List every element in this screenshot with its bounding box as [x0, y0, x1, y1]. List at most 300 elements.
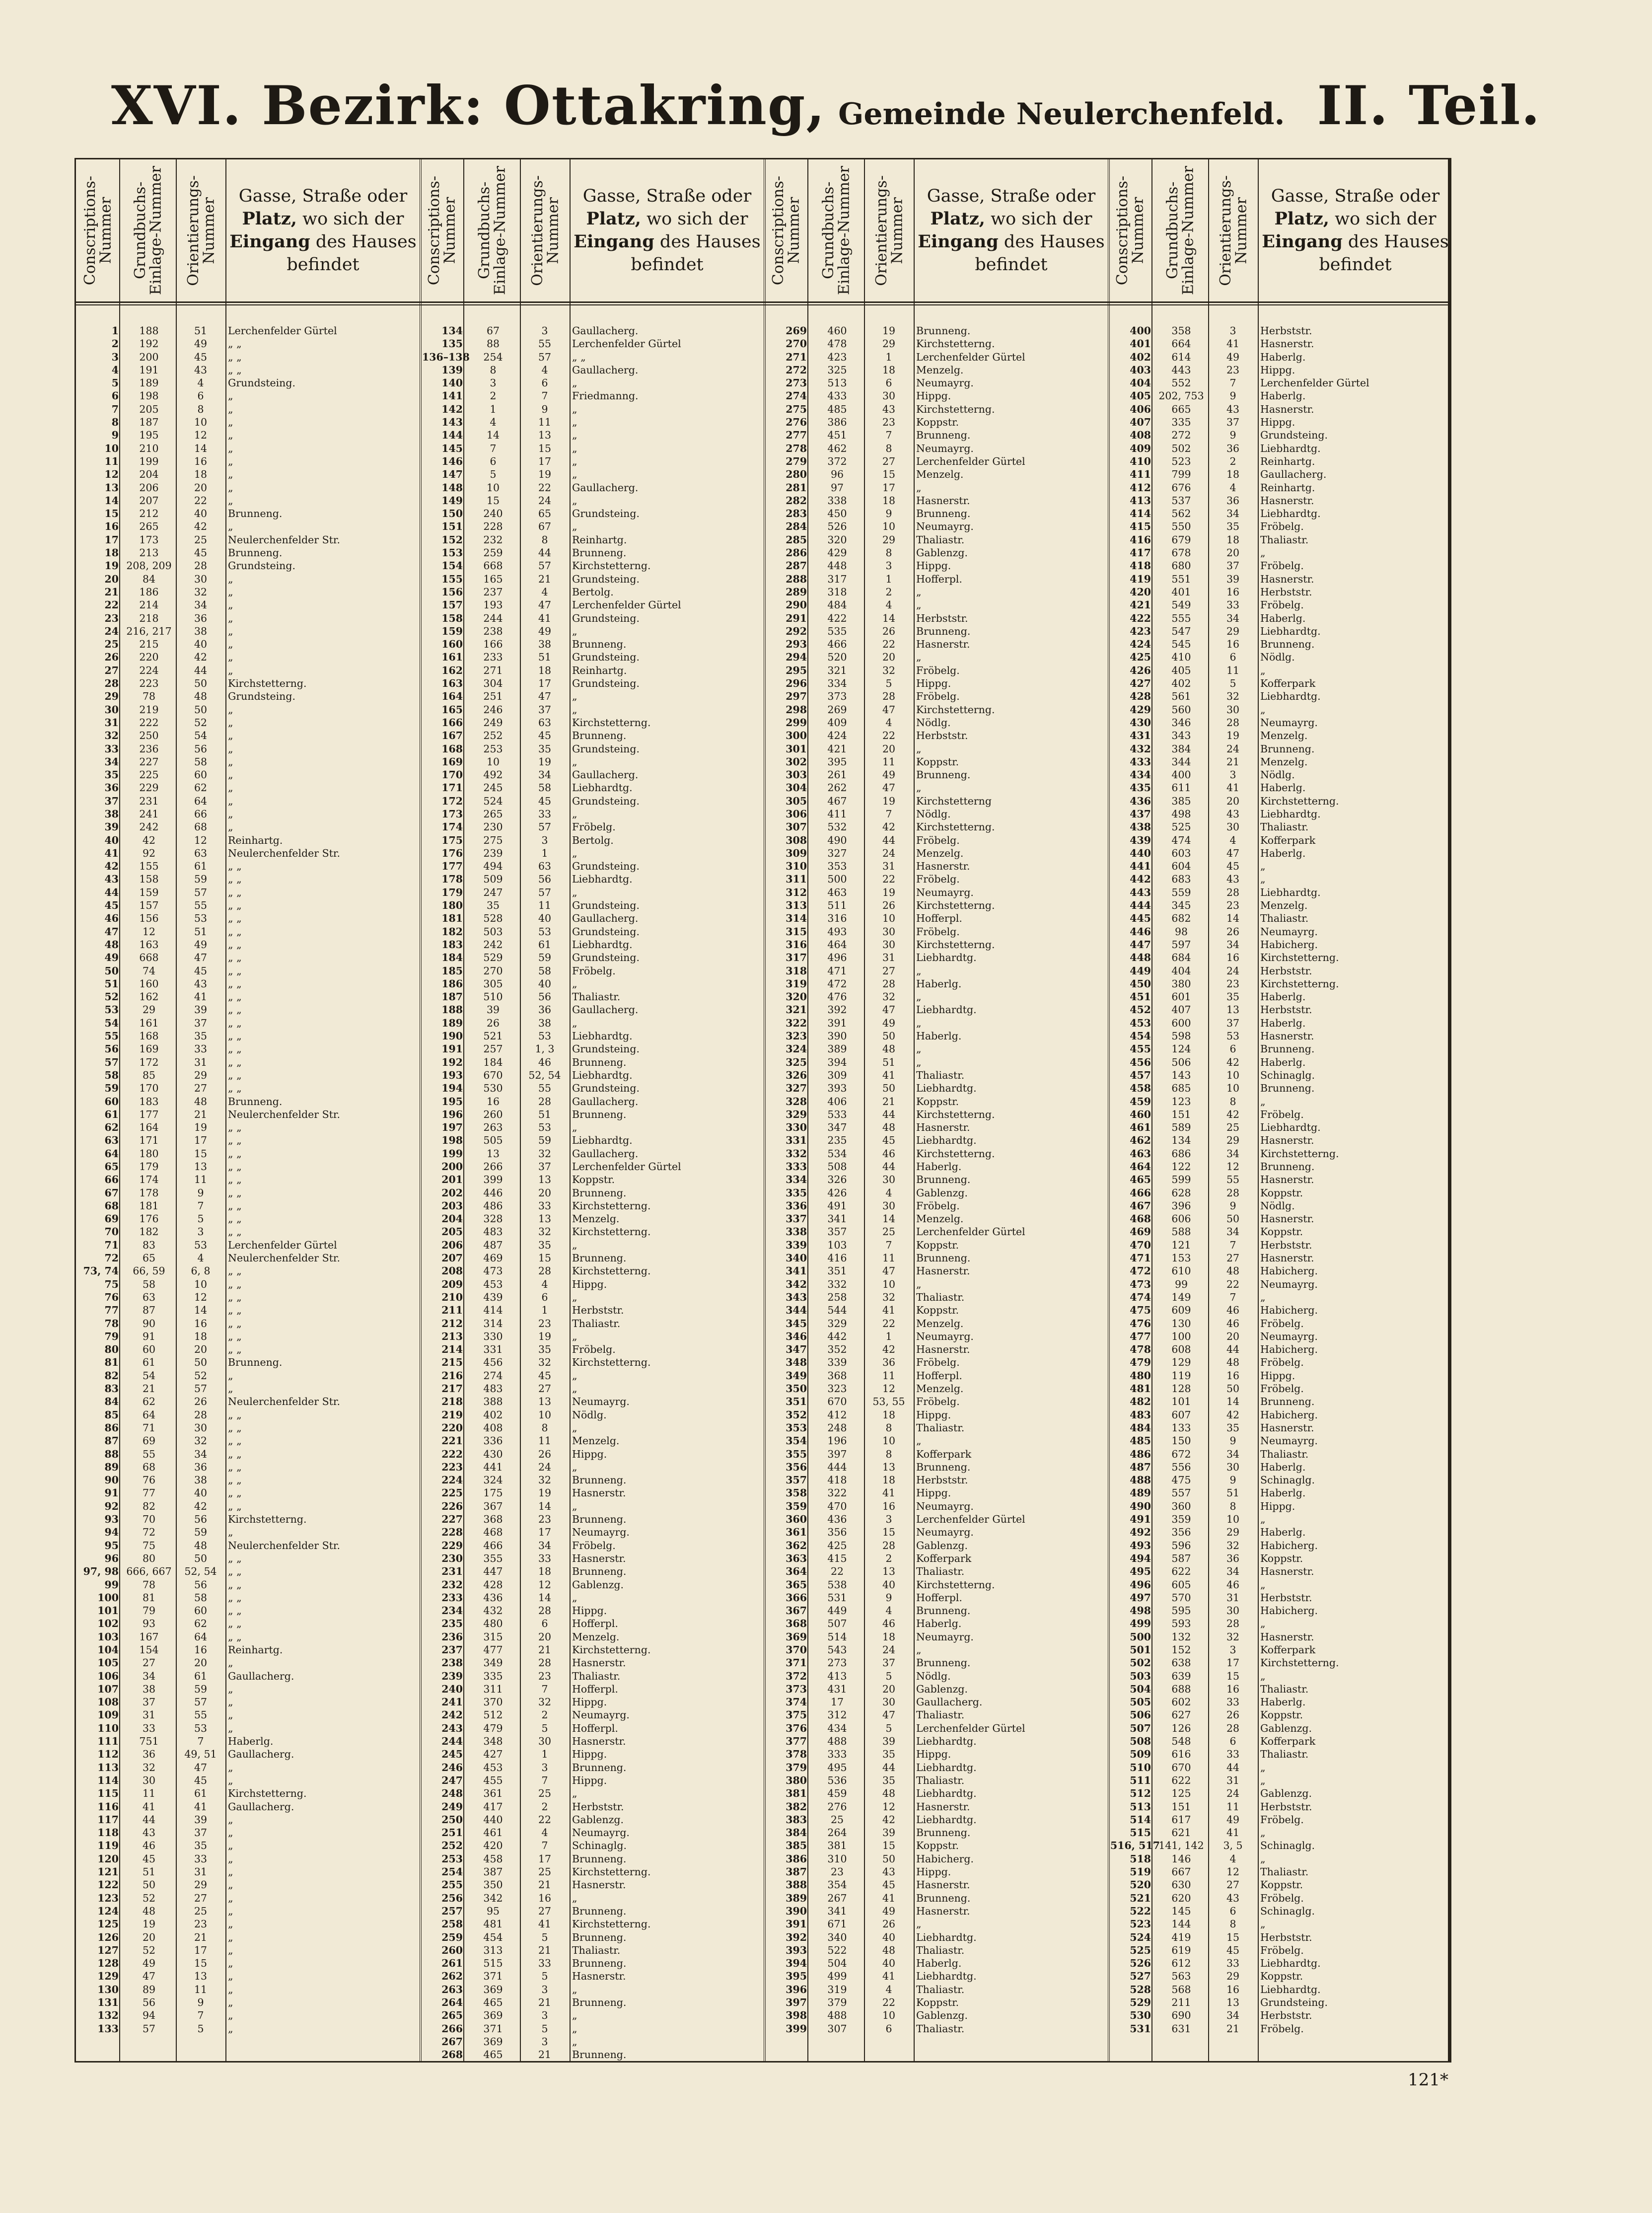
grundbuch-number: 534: [827, 1147, 847, 1160]
street-name: Brunneng.: [572, 1852, 627, 1865]
orientation-number: 43: [1226, 403, 1240, 415]
conscription-number: 359: [786, 1500, 807, 1512]
table-row: [422, 1212, 762, 1225]
conscription-number: 397: [786, 1996, 807, 2008]
conscription-number: 129: [97, 1970, 119, 1983]
table-row: [78, 1670, 418, 1683]
table-row: [1110, 1905, 1450, 1918]
conscription-number: 199: [441, 1147, 463, 1160]
street-name: Thaliastr.: [916, 2022, 965, 2035]
conscription-number: 379: [786, 1761, 807, 1773]
conscription-number: 93: [104, 1513, 119, 1526]
orientation-number: 1: [541, 1748, 548, 1761]
street-name: Neulerchenfelder Str.: [228, 1396, 340, 1408]
grundbuch-number: 169: [139, 1043, 159, 1055]
table-row: [422, 1617, 762, 1630]
grundbuch-number: 614: [1171, 351, 1191, 363]
conscription-number: 149: [441, 494, 463, 507]
street-name: „: [228, 468, 233, 481]
conscription-number: 491: [1130, 1513, 1151, 1526]
conscription-number: 481: [1130, 1383, 1151, 1395]
street-name: Lerchenfelder Gürtel: [916, 1513, 1025, 1526]
orientation-number: 28: [1226, 1618, 1240, 1630]
conscription-number: 417: [1130, 547, 1151, 559]
orientation-number: 11: [882, 755, 896, 768]
grundbuch-number: 570: [1171, 1591, 1191, 1604]
orientation-number: 49, 51: [184, 1748, 217, 1761]
conscription-number: 31: [104, 716, 119, 729]
table-row: [78, 964, 418, 977]
grundbuch-number: 78: [142, 1578, 156, 1591]
street-name: Brunneng.: [572, 1513, 627, 1526]
table-row: [422, 1656, 762, 1669]
orientation-number: 3: [197, 1226, 204, 1238]
street-name: „ „: [228, 1199, 242, 1212]
orientation-number: 5: [1229, 677, 1236, 690]
table-row: [766, 677, 1106, 690]
conscription-number: 333: [786, 1161, 807, 1173]
table-row: [1110, 1212, 1450, 1225]
conscription-number: 408: [1130, 429, 1151, 442]
orientation-number: 3: [541, 325, 548, 337]
orientation-number: 41: [1226, 782, 1240, 794]
conscription-number: 165: [441, 703, 463, 716]
grundbuch-number: 606: [1171, 1213, 1191, 1225]
street-name: Schinaglg.: [1260, 1069, 1315, 1081]
street-name: Neulerchenfelder Str.: [228, 1539, 340, 1551]
table-row: [422, 1643, 762, 1656]
conscription-number: 238: [441, 1657, 463, 1669]
table-row: [1110, 573, 1450, 586]
table-row: [766, 1395, 1106, 1408]
table-row: [422, 376, 762, 389]
table-row: [78, 1552, 418, 1565]
grundbuch-number: 321: [827, 664, 847, 676]
street-name: Hippg.: [572, 1278, 607, 1290]
grundbuch-number: 181: [139, 1199, 159, 1212]
conscription-number: 53: [104, 1004, 119, 1016]
conscription-number: 261: [441, 1957, 463, 1970]
table-row: [78, 1643, 418, 1656]
street-name: „: [916, 651, 922, 664]
orientation-number: 40: [538, 977, 552, 990]
orientation-number: 19: [538, 1330, 552, 1342]
conscription-number: 345: [786, 1317, 807, 1329]
table-row: [1110, 1108, 1450, 1121]
table-row: [766, 1264, 1106, 1277]
conscription-number: 115: [97, 1787, 119, 1800]
grundbuch-number: 600: [1171, 1017, 1191, 1029]
orientation-number: 52: [194, 1369, 208, 1382]
grundbuch-number: 425: [827, 1539, 847, 1551]
street-name: „ „: [228, 1618, 242, 1630]
street-name: Gaullacherg.: [228, 1748, 294, 1761]
conscription-number: 288: [786, 573, 807, 585]
table-row: [78, 808, 418, 820]
orientation-number: 17: [538, 455, 552, 467]
table-row: [78, 1017, 418, 1030]
street-name: „ „: [228, 1421, 242, 1434]
conscription-number: 180: [441, 899, 463, 912]
table-row: [78, 1513, 418, 1526]
grundbuch-number: 132: [1171, 1630, 1191, 1643]
grundbuch-number: 471: [827, 964, 847, 977]
orientation-number: 28: [882, 690, 896, 703]
grundbuch-number: 595: [1171, 1605, 1191, 1617]
table-row: [1110, 925, 1450, 938]
grundbuch-number: 42: [142, 834, 156, 846]
street-name: „: [1260, 1095, 1266, 1107]
conscription-number: 487: [1130, 1461, 1151, 1473]
street-name: „: [572, 1017, 577, 1029]
street-name: Brunneng.: [916, 1892, 971, 1904]
conscription-number: 391: [786, 1918, 807, 1930]
grundbuch-number: 479: [483, 1722, 503, 1734]
grundbuch-number: 156: [139, 912, 159, 925]
conscription-number: 262: [441, 1970, 463, 1983]
conscription-number: 529: [1130, 1996, 1151, 2008]
table-row: [422, 1996, 762, 2009]
street-name: „: [572, 468, 577, 481]
table-row: [1110, 1656, 1450, 1669]
orientation-number: 36: [1226, 1552, 1240, 1564]
conscription-number: 44: [104, 886, 119, 898]
table-row: [78, 638, 418, 651]
table-row: [1110, 951, 1450, 964]
street-name: „: [228, 638, 233, 651]
title-municipality: Gemeinde Neulerchenfeld.: [838, 97, 1285, 132]
street-name: Hofferpl.: [572, 1722, 618, 1734]
orientation-number: 47: [538, 599, 552, 611]
conscription-number: 282: [786, 494, 807, 507]
street-name: „ „: [228, 1161, 242, 1173]
conscription-number: 193: [441, 1069, 463, 1081]
orientation-number: 44: [882, 1108, 896, 1120]
grundbuch-number: 676: [1171, 481, 1191, 494]
street-name: Grundsteing.: [1260, 1996, 1328, 2008]
grundbuch-number: 333: [827, 1748, 847, 1761]
orientation-number: 55: [194, 899, 208, 912]
conscription-number: 66: [104, 1174, 119, 1186]
conscription-number: 267: [441, 2035, 463, 2048]
table-row: [1110, 612, 1450, 625]
orientation-number: 4: [1229, 1852, 1236, 1865]
grundbuch-number: 353: [827, 860, 847, 873]
table-row: [766, 389, 1106, 402]
street-name: „: [228, 1683, 233, 1695]
street-name: Liebhardtg.: [916, 1761, 977, 1773]
column-header: Conscriptions- Nummer: [425, 175, 458, 286]
street-name: Grundsteing.: [572, 651, 640, 664]
grundbuch-number: 449: [827, 1605, 847, 1617]
street-name: Kirchstetterng.: [1260, 1657, 1339, 1669]
street-name: Fröbelg.: [572, 1343, 616, 1356]
conscription-number: 208: [441, 1265, 463, 1277]
street-name: „: [228, 2009, 233, 2022]
conscription-number: 265: [441, 2009, 463, 2022]
grundbuch-number: 212: [139, 508, 159, 520]
conscription-number: 280: [786, 468, 807, 481]
grundbuch-number: 619: [1171, 1944, 1191, 1956]
conscription-number: 154: [441, 560, 463, 572]
table-row: [78, 403, 418, 416]
grundbuch-number: 304: [483, 677, 503, 690]
orientation-number: 3: [1229, 325, 1236, 337]
orientation-number: 48: [1226, 1265, 1240, 1277]
street-name: Haberlg.: [1260, 1487, 1306, 1499]
table-row: [766, 324, 1106, 337]
column-header: Grundbuchs- Einlage-Nummer: [819, 166, 853, 295]
street-name: „: [228, 1944, 233, 1956]
grundbuch-number: 487: [483, 1239, 503, 1251]
grundbuch-number: 456: [483, 1356, 503, 1369]
table-row: [766, 1918, 1106, 1930]
orientation-number: 46: [882, 1618, 896, 1630]
conscription-number: 104: [97, 1643, 119, 1656]
conscription-number: 119: [97, 1840, 119, 1852]
table-row: [422, 1003, 762, 1016]
orientation-number: 12: [1226, 1161, 1240, 1173]
orientation-number: 7: [541, 390, 548, 402]
street-name: „: [916, 1278, 922, 1290]
table-row: [422, 1056, 762, 1069]
street-name: „: [228, 651, 233, 664]
table-row: [1110, 1708, 1450, 1721]
conscription-number: 451: [1130, 991, 1151, 1003]
grundbuch-number: 342: [483, 1892, 503, 1904]
table-row: [78, 1591, 418, 1604]
conscription-number: 432: [1130, 742, 1151, 755]
orientation-number: 19: [194, 1121, 208, 1134]
table-row: [1110, 455, 1450, 468]
street-name: Thaliastr.: [572, 1317, 621, 1329]
street-name: Kirchstetterng.: [916, 1108, 995, 1120]
grundbuch-number: 469: [483, 1252, 503, 1264]
conscription-number: 85: [104, 1408, 119, 1421]
table-row: [422, 468, 762, 481]
grundbuch-number: 323: [827, 1383, 847, 1395]
grundbuch-number: 387: [483, 1866, 503, 1878]
orientation-number: 47: [882, 1709, 896, 1721]
grundbuch-number: 420: [483, 1840, 503, 1852]
orientation-number: 7: [541, 1840, 548, 1852]
conscription-number: 60: [104, 1095, 119, 1107]
table-row: [766, 1369, 1106, 1382]
orientation-number: 61: [194, 1787, 208, 1800]
table-row: [766, 1042, 1106, 1055]
orientation-number: 12: [882, 1383, 896, 1395]
table-row: [422, 1434, 762, 1447]
conscription-number: 302: [786, 755, 807, 768]
grundbuch-number: 616: [1171, 1748, 1191, 1761]
table-row: [1110, 1239, 1450, 1252]
conscription-number: 465: [1130, 1174, 1151, 1186]
grundbuch-number: 87: [142, 1304, 156, 1317]
conscription-number: 255: [441, 1879, 463, 1891]
street-name: „: [572, 1330, 577, 1342]
grundbuch-number: 171: [139, 1134, 159, 1147]
conscription-number: 478: [1130, 1343, 1151, 1356]
street-name: Hasnerstr.: [1260, 1630, 1314, 1643]
grundbuch-number: 668: [139, 952, 159, 964]
street-name: „: [228, 769, 233, 781]
conscription-number: 310: [786, 860, 807, 873]
table-row: [766, 1199, 1106, 1212]
street-name: „: [228, 612, 233, 624]
table-row: [422, 2022, 762, 2035]
grundbuch-number: 34: [142, 1670, 156, 1682]
orientation-number: 14: [538, 1591, 552, 1604]
orientation-number: 49: [194, 338, 208, 350]
conscription-number: 375: [786, 1709, 807, 1721]
street-name: „ „: [228, 1487, 242, 1499]
grundbuch-number: 227: [139, 755, 159, 768]
street-name: Grundsteing.: [572, 1043, 640, 1055]
table-row: [1110, 703, 1450, 716]
grundbuch-number: 381: [827, 1840, 847, 1852]
street-name: Hippg.: [916, 1408, 951, 1421]
conscription-number: 83: [104, 1383, 119, 1395]
orientation-number: 61: [538, 938, 552, 951]
grundbuch-number: 529: [483, 952, 503, 964]
street-name: Gaullacherg.: [572, 1004, 639, 1016]
table-row: [422, 1565, 762, 1578]
table-row: [78, 1448, 418, 1461]
conscription-number: 71: [104, 1239, 119, 1251]
street-name: Neumayrg.: [916, 377, 974, 389]
street-name: Hippg.: [916, 1748, 951, 1761]
conscription-number: 76: [104, 1291, 119, 1303]
street-name: Kirchstetterng.: [916, 821, 995, 833]
orientation-number: 28: [1226, 1722, 1240, 1734]
conscription-number: 328: [786, 1095, 807, 1107]
street-name: Haberlg.: [916, 1957, 962, 1970]
table-row: [78, 1082, 418, 1095]
orientation-number: 8: [885, 442, 892, 454]
conscription-number: 370: [786, 1643, 807, 1656]
conscription-number: 357: [786, 1474, 807, 1486]
orientation-number: 39: [194, 1813, 208, 1826]
street-name: „ „: [228, 1552, 242, 1564]
grundbuch-number: 686: [1171, 1147, 1191, 1160]
conscription-number: 34: [104, 755, 119, 768]
table-row: [1110, 1970, 1450, 1983]
street-name: Hasnerstr.: [1260, 573, 1314, 585]
street-name: „: [228, 1879, 233, 1891]
orientation-number: 11: [538, 899, 552, 912]
street-name: Herbststr.: [916, 730, 968, 742]
street-name: Haberlg.: [228, 1735, 274, 1748]
orientation-number: 22: [882, 638, 896, 651]
orientation-number: 57: [194, 1383, 208, 1395]
grundbuch-number: 186: [139, 586, 159, 598]
table-row: [1110, 690, 1450, 703]
table-row: [78, 1382, 418, 1395]
conscription-number: 161: [441, 651, 463, 664]
orientation-number: 17: [538, 1852, 552, 1865]
conscription-number: 342: [786, 1278, 807, 1290]
orientation-number: 36: [194, 1461, 208, 1473]
orientation-number: 15: [882, 468, 896, 481]
grundbuch-number: 51: [142, 1866, 156, 1878]
conscription-number: 439: [1130, 834, 1151, 846]
grundbuch-number: 373: [827, 690, 847, 703]
street-name: Liebhardtg.: [1260, 508, 1321, 520]
table-row: [78, 729, 418, 742]
grundbuch-number: 257: [483, 1043, 503, 1055]
street-name: Brunneng.: [916, 769, 971, 781]
orientation-number: 16: [194, 455, 208, 467]
grundbuch-number: 621: [1171, 1827, 1191, 1839]
orientation-number: 34: [1226, 1565, 1240, 1578]
street-name: „: [572, 1983, 577, 1995]
orientation-number: 7: [885, 429, 892, 442]
conscription-number: 461: [1130, 1121, 1151, 1134]
table-row: [1110, 1186, 1450, 1199]
street-name: Hippg.: [572, 1748, 607, 1761]
orientation-number: 44: [882, 834, 896, 846]
grundbuch-number: 274: [483, 1369, 503, 1382]
table-row: [1110, 1225, 1450, 1238]
street-name: Fröbelg.: [1260, 1944, 1304, 1956]
table-row: [1110, 1461, 1450, 1474]
orientation-number: 12: [194, 1291, 208, 1303]
orientation-number: 15: [538, 1252, 552, 1264]
conscription-number: 181: [441, 912, 463, 925]
table-row: [422, 1800, 762, 1813]
street-name: Liebhardtg.: [1260, 625, 1321, 637]
conscription-number: 38: [104, 808, 119, 820]
orientation-number: 37: [1226, 416, 1240, 429]
orientation-number: 7: [1229, 1291, 1236, 1303]
table-row: [78, 1852, 418, 1865]
orientation-number: 24: [538, 494, 552, 507]
grundbuch-number: 310: [827, 1852, 847, 1865]
grundbuch-number: 483: [483, 1226, 503, 1238]
orientation-number: 47: [882, 703, 896, 716]
orientation-number: 17: [538, 677, 552, 690]
conscription-number: 500: [1130, 1630, 1151, 1643]
grundbuch-number: 168: [139, 1030, 159, 1042]
orientation-number: 34: [194, 599, 208, 611]
grundbuch-number: 476: [827, 991, 847, 1003]
grundbuch-number: 605: [1171, 1578, 1191, 1591]
conscription-number: 49: [104, 952, 119, 964]
orientation-number: 13: [538, 429, 552, 442]
table-row: [422, 455, 762, 468]
street-name: Haberlg.: [1260, 1017, 1306, 1029]
grundbuch-number: 134: [1171, 1134, 1191, 1147]
street-name: Hasnerstr.: [572, 1735, 626, 1748]
orientation-number: 38: [194, 1474, 208, 1486]
street-name: „: [228, 390, 233, 402]
grundbuch-number: 331: [483, 1343, 503, 1356]
street-name: „ „: [228, 1630, 242, 1643]
orientation-number: 53: [194, 1239, 208, 1251]
orientation-number: 33: [538, 808, 552, 820]
conscription-number: 436: [1130, 795, 1151, 807]
conscription-number: 419: [1130, 573, 1151, 585]
grundbuch-number: 550: [1171, 520, 1191, 533]
table-row: [422, 873, 762, 885]
table-row: [766, 651, 1106, 664]
column-header: Conscriptions- Nummer: [81, 175, 114, 286]
orientation-number: 19: [538, 755, 552, 768]
street-name: Kirchstetterng.: [1260, 977, 1339, 990]
conscription-number: 427: [1130, 677, 1151, 690]
street-name: Kirchstetterng.: [916, 1578, 995, 1591]
orientation-number: 14: [882, 612, 896, 624]
